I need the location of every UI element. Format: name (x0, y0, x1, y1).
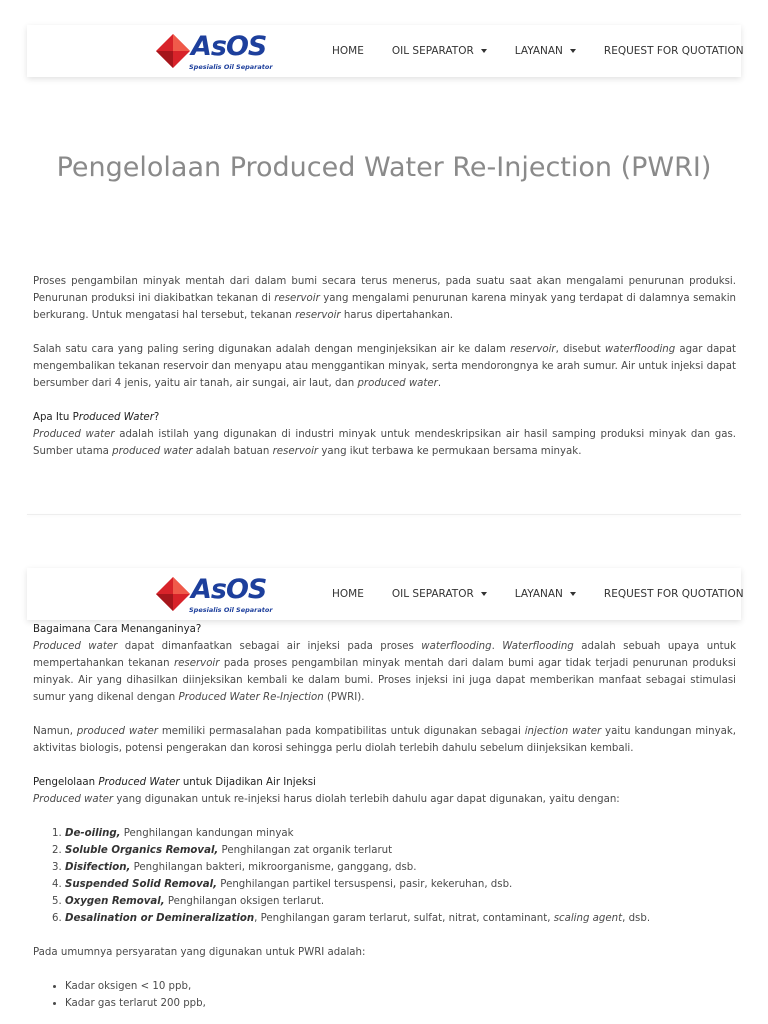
treatment-steps-list (33, 825, 736, 927)
intro-paragraph-3: Produced water adalah istilah yang digunakan di industri minyak untuk mendeskripsikan air hasil samping produksi minyak dan gas. Sumber utama produced water adalah batuan reservoir yang ikut terbawa ke permukaan bersama minyak. (33, 429, 736, 457)
nav-oil-separator[interactable] (392, 45, 487, 57)
caret-down-icon (481, 49, 487, 53)
heading-what-is-produced-water: Apa Itu Produced Water? (33, 412, 160, 423)
site-header (27, 25, 744, 77)
list-item: 3. Disifection, Penghilangan bakteri, mikroorganisme, ganggang, dsb. (65, 859, 736, 876)
list-item: • Kadar oksigen < 10 ppb, (65, 978, 736, 995)
brand-tagline: Spesialis Oil Separator (189, 63, 273, 71)
nav-layanan[interactable] (515, 588, 576, 600)
caret-down-icon (570, 592, 576, 596)
intro-paragraph-2: Salah satu cara yang paling sering digunakan adalah dengan menginjeksikan air ke dalam reservoir, disebut waterflooding agar dapat mengembalikan tekanan reservoir dan menyapu atau menggantikan minyak, serta mendorongnya ke arah sumur. Air untuk injeksi dapat bersumber dari 4 jenis, yaitu air tanah, air sungai, air laut, dan produced water. (33, 344, 737, 389)
main-menu (332, 568, 768, 620)
brand-name: AsOS (191, 31, 267, 62)
nav-oil-separator-label: OIL SEPARATOR (391, 45, 474, 57)
section-divider (27, 514, 741, 515)
list-item: 5. Oxygen Removal, Penghilangan oksigen terlarut. (65, 893, 736, 910)
nav-request-quotation[interactable] (604, 588, 744, 600)
brand-tagline: Spesialis Oil Separator (189, 606, 273, 614)
nav-layanan-label: LAYANAN (514, 588, 563, 600)
list-item: 6. Desalination or Demineralization, Penghilangan garam terlarut, sulfat, nitrat, contaminant, scaling agent, dsb. (65, 910, 736, 927)
intro-paragraph-1: Proses pengambilan minyak mentah dari dalam bumi secara terus menerus, pada suatu saat akan mengalami penurunan produksi. Penurunan produksi ini diakibatkan tekanan di reservoir yang mengalami penurunan karena minyak yang terdapat di dalamnya semakin berkurang. Untuk mengatasi hal tersebut, tekanan reservoir harus dipertahankan. (33, 276, 736, 321)
paragraph-7: Pada umumnya persyaratan yang digunakan untuk PWRI adalah: (33, 947, 366, 958)
paragraph-4: Produced water dapat dimanfaatkan sebagai air injeksi pada proses waterflooding. Waterflooding adalah sebuah upaya untuk mempertahankan tekanan reservoir pada proses pengambilan minyak mentah dari dalam bumi agar tidak terjadi penurunan produksi minyak. Air yang dihasilkan diinjeksikan kembali ke dalam bumi. Proses injeksi ini juga dapat memberikan manfaat sebagai stimulasi sumur yang dikenal dengan Produced Water Re-Injection (PWRI). (33, 641, 737, 703)
nav-request-quotation-label: REQUEST FOR QUOTATION (603, 588, 744, 600)
intro-section (33, 273, 736, 460)
list-item: 4. Suspended Solid Removal, Penghilangan partikel tersuspensi, pasir, kekeruhan, dsb. (65, 876, 736, 893)
paragraph-6: Produced water yang digunakan untuk re-injeksi harus diolah terlebih dahulu agar dapat digunakan, yaitu dengan: (33, 794, 620, 805)
nav-home[interactable] (332, 45, 364, 57)
logo-diamond-icon (155, 33, 191, 69)
caret-down-icon (570, 49, 576, 53)
heading-how-to-handle: Bagaimana Cara Menanganinya? (33, 624, 202, 635)
list-item: 2. Soluble Organics Removal, Penghilangan zat organik terlarut (65, 842, 736, 859)
paragraph-5: Namun, produced water memiliki permasalahan pada kompatibilitas untuk digunakan sebagai injection water yaitu kandungan minyak, aktivitas biologis, potensi pengerakan dan korosi sehingga perlu diolah terlebih dahulu sebelum diinjeksikan kembali. (33, 726, 736, 754)
nav-home[interactable] (332, 588, 364, 600)
list-item: • Kadar gas terlarut 200 ppb, (65, 995, 736, 1012)
brand-logo[interactable] (155, 574, 273, 616)
heading-produced-water-treatment: Pengelolaan Produced Water untuk Dijadikan Air Injeksi (33, 777, 316, 788)
main-menu (332, 25, 768, 77)
requirements-list (33, 978, 736, 1012)
nav-layanan-label: LAYANAN (514, 45, 563, 57)
sticky-header (27, 568, 744, 620)
nav-request-quotation-label: REQUEST FOR QUOTATION (603, 45, 744, 57)
nav-oil-separator-label: OIL SEPARATOR (391, 588, 474, 600)
page-title: Pengelolaan Produced Water Re-Injection (PWRI) (56, 152, 712, 183)
brand-name: AsOS (191, 574, 267, 605)
nav-layanan[interactable] (515, 45, 576, 57)
nav-home-label: HOME (332, 45, 364, 57)
nav-home-label: HOME (332, 588, 364, 600)
nav-request-quotation[interactable] (604, 45, 744, 57)
list-item: 1. De-oiling, Penghilangan kandungan minyak (65, 825, 736, 842)
nav-oil-separator[interactable] (392, 588, 487, 600)
brand-logo[interactable] (155, 31, 273, 73)
treatment-section (33, 621, 736, 1012)
logo-diamond-icon (155, 576, 191, 612)
caret-down-icon (481, 592, 487, 596)
